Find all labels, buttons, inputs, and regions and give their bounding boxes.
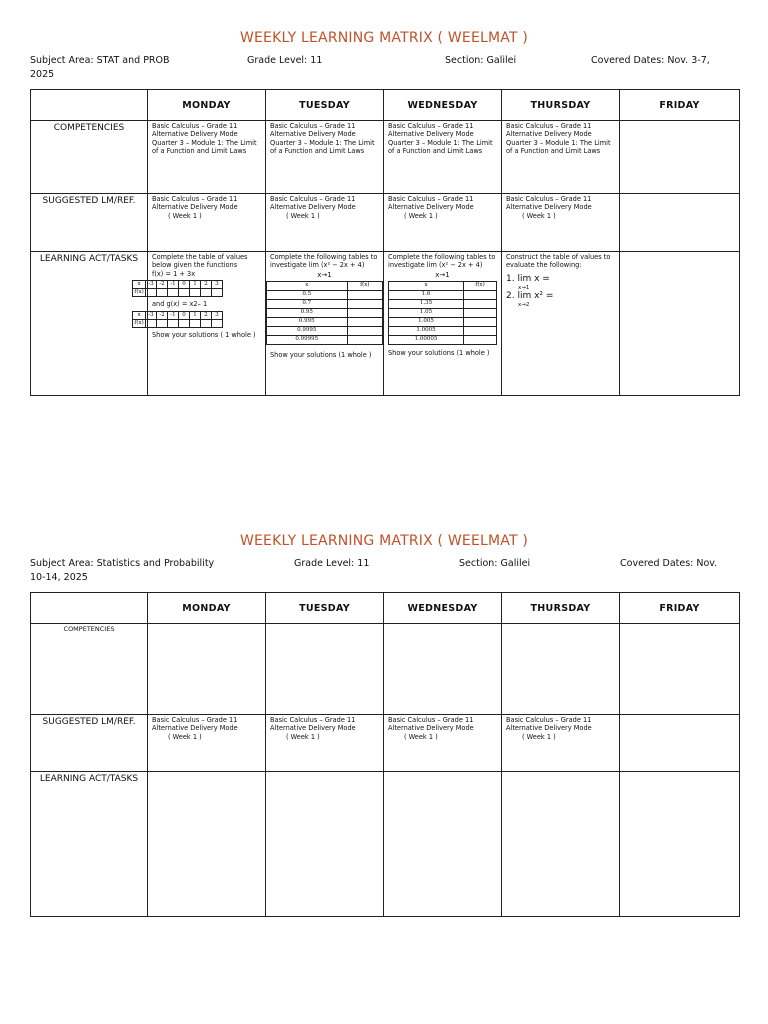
x-value: 1.05 xyxy=(389,309,464,318)
lm-week: ( Week 1 ) xyxy=(522,732,556,741)
competency-cell: Basic Calculus – Grade 11 Alternative Delivery Mode Quarter 3 – Module 1: The Limit of a Function and Limit Laws xyxy=(502,121,620,194)
empty-cell xyxy=(620,772,740,917)
row-label-competencies: COMPETENCIES xyxy=(31,624,148,715)
lm-week: ( Week 1 ) xyxy=(522,211,556,220)
x-cell: x xyxy=(133,311,146,319)
limit-item: 2. lim x² = xyxy=(506,290,554,301)
day-header: FRIDAY xyxy=(620,593,740,624)
tuesday-task-cell xyxy=(266,252,384,396)
x-cell: -3 xyxy=(146,311,157,319)
f-values-table xyxy=(132,280,223,297)
lm-line: Basic Calculus – Grade 11 xyxy=(270,195,356,203)
day-header: MONDAY xyxy=(148,593,266,624)
x-cell: -2 xyxy=(157,281,168,289)
limit-table-left xyxy=(266,281,383,345)
blank-cell xyxy=(157,319,168,327)
lm-line: Alternative Delivery Mode xyxy=(388,724,474,733)
matrix2-dates-range: 10-14, 2025 xyxy=(30,572,88,583)
x-value: 0.9995 xyxy=(267,327,348,336)
task-intro: Complete the table of values below given the functions xyxy=(152,253,248,270)
col-head: x xyxy=(389,282,464,291)
matrix1-title: WEEKLY LEARNING MATRIX ( WEELMAT ) xyxy=(239,30,529,46)
x-value: 1.0005 xyxy=(389,327,464,336)
wednesday-task-cell xyxy=(384,252,502,396)
x-cell: 0 xyxy=(179,281,190,289)
empty-cell xyxy=(148,624,266,715)
show-solutions: Show your solutions (1 whole ) xyxy=(270,351,372,360)
lm-cell xyxy=(502,715,620,772)
blank-cell xyxy=(464,327,497,336)
lm-cell xyxy=(148,194,266,252)
lm-week: ( Week 1 ) xyxy=(168,732,202,741)
col-head: f(x) xyxy=(464,282,497,291)
col-head: f(x) xyxy=(347,282,382,291)
x-value: 1.00005 xyxy=(389,336,464,345)
day-header: WEDNESDAY xyxy=(384,593,502,624)
lm-cell xyxy=(384,194,502,252)
blank-cell xyxy=(212,289,223,297)
competency-cell: Basic Calculus – Grade 11 Alternative Delivery Mode Quarter 3 – Module 1: The Limit of a Function and Limit Laws xyxy=(266,121,384,194)
function-g: and g(x) = x2– 1 xyxy=(152,300,208,309)
x-cell: 0 xyxy=(179,311,190,319)
row-label-suggested: SUGGESTED LM/REF. xyxy=(31,715,148,772)
competency-cell: Basic Calculus – Grade 11 Alternative Delivery Mode Quarter 3 – Module 1: The Limit of a Function and Limit Laws xyxy=(148,121,266,194)
blank-cell xyxy=(168,289,179,297)
lm-line: Alternative Delivery Mode xyxy=(506,724,592,733)
day-header: TUESDAY xyxy=(266,593,384,624)
x-value: 0.995 xyxy=(267,318,348,327)
lm-line: Alternative Delivery Mode xyxy=(152,203,238,212)
lm-line: Alternative Delivery Mode xyxy=(152,724,238,733)
show-solutions: Show your solutions (1 whole ) xyxy=(388,349,490,358)
blank-cell xyxy=(347,291,382,300)
lm-line: Alternative Delivery Mode xyxy=(270,203,356,212)
lm-line: Basic Calculus – Grade 11 xyxy=(270,716,356,724)
blank-cell xyxy=(179,289,190,297)
show-solutions: Show your solutions ( 1 whole ) xyxy=(152,330,256,339)
empty-cell xyxy=(620,715,740,772)
blank-cell xyxy=(168,319,179,327)
lm-cell xyxy=(266,715,384,772)
row-label-suggested: SUGGESTED LM/REF. xyxy=(31,194,148,252)
lm-week: ( Week 1 ) xyxy=(168,211,202,220)
day-header: MONDAY xyxy=(148,90,266,121)
x-cell: 1 xyxy=(190,281,201,289)
function-f: f(x) = 1 + 3x xyxy=(152,269,196,278)
matrix2-section: Section: Galilei xyxy=(459,558,531,569)
limit-subscript: x→2 xyxy=(518,301,530,308)
day-header: TUESDAY xyxy=(266,90,384,121)
blank-cell xyxy=(347,300,382,309)
empty-cell xyxy=(620,624,740,715)
matrix1-section: Section: Galilei xyxy=(445,55,517,66)
lm-line: Alternative Delivery Mode xyxy=(270,724,356,733)
blank-cell xyxy=(464,300,497,309)
empty-cell xyxy=(266,772,384,917)
col-head: x xyxy=(267,282,348,291)
lm-week: ( Week 1 ) xyxy=(404,211,438,220)
lm-week: ( Week 1 ) xyxy=(404,732,438,741)
x-cell: -1 xyxy=(168,281,179,289)
limit-subscript: x→1 xyxy=(518,284,530,291)
blank-cell xyxy=(464,291,497,300)
x-value: 0.95 xyxy=(267,309,348,318)
lm-line: Basic Calculus – Grade 11 xyxy=(506,716,592,724)
g-values-table xyxy=(132,311,223,328)
lm-cell xyxy=(502,194,620,252)
lm-cell xyxy=(148,715,266,772)
x-value: 0.99995 xyxy=(267,336,348,345)
friday-task-cell xyxy=(620,252,740,396)
lm-line: Basic Calculus – Grade 11 xyxy=(152,195,238,203)
empty-cell xyxy=(502,772,620,917)
blank-cell xyxy=(212,319,223,327)
day-header: THURSDAY xyxy=(502,593,620,624)
lm-line: Basic Calculus – Grade 11 xyxy=(388,716,474,724)
blank-cell xyxy=(146,289,157,297)
x-value: 1.005 xyxy=(389,318,464,327)
lm-line: Alternative Delivery Mode xyxy=(388,203,474,212)
lm-line: Basic Calculus – Grade 11 xyxy=(506,195,592,203)
day-header: WEDNESDAY xyxy=(384,90,502,121)
lm-line: Basic Calculus – Grade 11 xyxy=(152,716,238,724)
blank-cell xyxy=(347,336,382,345)
blank-cell xyxy=(190,319,201,327)
matrix2-subject: Subject Area: Statistics and Probability xyxy=(30,558,215,569)
blank-cell xyxy=(464,309,497,318)
empty-cell xyxy=(384,772,502,917)
x-cell: 3 xyxy=(212,311,223,319)
task-intro: Complete the following tables to investigate lim (x² − 2x + 4) xyxy=(388,253,496,270)
competency-cell: Basic Calculus – Grade 11 Alternative Delivery Mode Quarter 3 – Module 1: The Limit of a Function and Limit Laws xyxy=(384,121,502,194)
x-value: 1.6 xyxy=(389,291,464,300)
x-cell: -1 xyxy=(168,311,179,319)
competency-cell-empty xyxy=(620,121,740,194)
x-cell: -3 xyxy=(146,281,157,289)
blank-cell xyxy=(179,319,190,327)
x-cell: x xyxy=(133,281,146,289)
blank-cell xyxy=(347,318,382,327)
fx-label: f(x) xyxy=(134,319,144,326)
fx-label: f(x) xyxy=(134,289,144,296)
blank-cell xyxy=(347,309,382,318)
empty-cell xyxy=(502,624,620,715)
lm-week: ( Week 1 ) xyxy=(286,732,320,741)
x-cell: 1 xyxy=(190,311,201,319)
row-label-tasks: LEARNING ACT/TASKS xyxy=(31,252,148,396)
matrix2-dates: Covered Dates: Nov. xyxy=(620,558,718,569)
empty-cell xyxy=(266,624,384,715)
matrix1-grade: Grade Level: 11 xyxy=(247,55,323,66)
task-intro: Complete the following tables to investigate lim (x² − 2x + 4) xyxy=(270,253,378,270)
x-cell: 3 xyxy=(212,281,223,289)
x-value: 0.7 xyxy=(267,300,348,309)
blank-cell xyxy=(464,336,497,345)
empty-cell xyxy=(148,772,266,917)
matrix2-grade: Grade Level: 11 xyxy=(294,558,370,569)
row-label-competencies: COMPETENCIES xyxy=(31,121,148,194)
day-header: FRIDAY xyxy=(620,90,740,121)
matrix2-title: WEEKLY LEARNING MATRIX ( WEELMAT ) xyxy=(239,533,529,549)
lm-week: ( Week 1 ) xyxy=(286,211,320,220)
lm-cell xyxy=(384,715,502,772)
limit-subscript: x→1 xyxy=(317,270,332,279)
matrix1-dates: Covered Dates: Nov. 3-7, xyxy=(591,55,710,66)
corner-cell xyxy=(31,593,148,624)
blank-cell xyxy=(464,318,497,327)
blank-cell xyxy=(201,319,212,327)
x-cell: 2 xyxy=(201,311,212,319)
matrix1-subject: Subject Area: STAT and PROB xyxy=(30,55,170,66)
blank-cell xyxy=(347,327,382,336)
x-cell: 2 xyxy=(201,281,212,289)
matrix1-dates-year: 2025 xyxy=(30,69,55,80)
matrix2-table xyxy=(30,592,740,917)
x-cell: -2 xyxy=(157,311,168,319)
corner-cell xyxy=(31,90,148,121)
matrix1-table xyxy=(30,89,740,396)
day-header: THURSDAY xyxy=(502,90,620,121)
thursday-task-cell xyxy=(502,252,620,396)
limit-table-right xyxy=(388,281,497,345)
lm-cell-empty xyxy=(620,194,740,252)
blank-cell xyxy=(146,319,157,327)
blank-cell xyxy=(157,289,168,297)
x-value: 0.5 xyxy=(267,291,348,300)
blank-cell xyxy=(201,289,212,297)
limit-item: 1. lim x = xyxy=(506,273,550,284)
row-label-tasks: LEARNING ACT/TASKS xyxy=(31,772,148,917)
x-value: 1.35 xyxy=(389,300,464,309)
lm-line: Alternative Delivery Mode xyxy=(506,203,592,212)
lm-cell xyxy=(266,194,384,252)
limit-subscript: x→1 xyxy=(435,270,450,279)
blank-cell xyxy=(190,289,201,297)
monday-task-cell xyxy=(134,252,266,396)
empty-cell xyxy=(384,624,502,715)
lm-line: Basic Calculus – Grade 11 xyxy=(388,195,474,203)
task-intro: Construct the table of values to evaluate the following: xyxy=(506,253,611,270)
